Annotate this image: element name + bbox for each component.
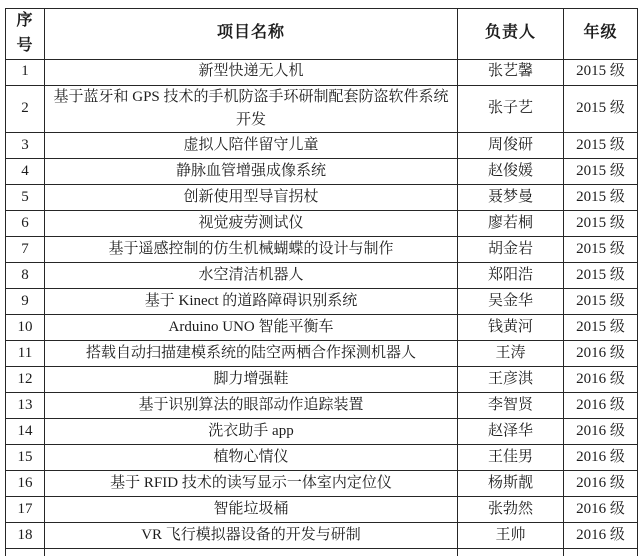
cell-project: VR 飞行模拟器设备的开发与研制 bbox=[45, 523, 458, 549]
table-row bbox=[6, 185, 638, 211]
col-header-project: 项目名称 bbox=[45, 9, 458, 60]
cell-grade: 2016 级 bbox=[564, 419, 638, 445]
table-row bbox=[6, 211, 638, 237]
cell-project: 虚拟人陪伴留守儿童 bbox=[45, 133, 458, 159]
cell-grade: 2016 级 bbox=[564, 393, 638, 419]
cell-project: 植物心情仪 bbox=[45, 445, 458, 471]
cell-index: 11 bbox=[6, 341, 45, 367]
cell-project: 搭载自动扫描建模系统的陆空两栖合作探测机器人 bbox=[45, 341, 458, 367]
cell-leader: 张勃然 bbox=[458, 497, 564, 523]
table-row bbox=[6, 159, 638, 185]
table-row bbox=[6, 523, 638, 549]
cell-index: 12 bbox=[6, 367, 45, 393]
partial-cell bbox=[458, 549, 564, 556]
cell-leader: 聂梦曼 bbox=[458, 185, 564, 211]
cell-leader: 廖若桐 bbox=[458, 211, 564, 237]
table-row bbox=[6, 393, 638, 419]
cell-leader: 杨斯靓 bbox=[458, 471, 564, 497]
cell-grade: 2015 级 bbox=[564, 237, 638, 263]
cell-index: 8 bbox=[6, 263, 45, 289]
clipped-next-row-container bbox=[6, 549, 638, 556]
cell-leader: 张艺馨 bbox=[458, 59, 564, 85]
header-row bbox=[6, 9, 638, 60]
cell-grade: 2015 级 bbox=[564, 59, 638, 85]
cell-grade: 2016 级 bbox=[564, 341, 638, 367]
cell-project: 基于识别算法的眼部动作追踪装置 bbox=[45, 393, 458, 419]
cell-grade: 2015 级 bbox=[564, 289, 638, 315]
table-row bbox=[6, 85, 638, 133]
cell-grade: 2015 级 bbox=[564, 211, 638, 237]
cell-index: 15 bbox=[6, 445, 45, 471]
cell-project: 智能垃圾桶 bbox=[45, 497, 458, 523]
cell-project: 基于遥感控制的仿生机械蝴蝶的设计与制作 bbox=[45, 237, 458, 263]
table-row bbox=[6, 59, 638, 85]
cell-leader: 李智贤 bbox=[458, 393, 564, 419]
table-row bbox=[6, 341, 638, 367]
table-row bbox=[6, 289, 638, 315]
projects-table bbox=[5, 8, 638, 556]
cell-leader: 张子艺 bbox=[458, 85, 564, 133]
cell-grade: 2015 级 bbox=[564, 85, 638, 133]
cell-leader: 王彦淇 bbox=[458, 367, 564, 393]
cell-index: 4 bbox=[6, 159, 45, 185]
cell-leader: 王帅 bbox=[458, 523, 564, 549]
cell-leader: 赵俊媛 bbox=[458, 159, 564, 185]
col-header-index: 序号 bbox=[6, 9, 45, 60]
table-row bbox=[6, 133, 638, 159]
cell-grade: 2016 级 bbox=[564, 367, 638, 393]
cell-grade: 2015 级 bbox=[564, 315, 638, 341]
cell-leader: 胡金岩 bbox=[458, 237, 564, 263]
table-row bbox=[6, 419, 638, 445]
cell-project: Arduino UNO 智能平衡车 bbox=[45, 315, 458, 341]
cell-project: 水空清洁机器人 bbox=[45, 263, 458, 289]
cell-project: 基于 RFID 技术的读写显示一体室内定位仪 bbox=[45, 471, 458, 497]
cell-leader: 吴金华 bbox=[458, 289, 564, 315]
cell-index: 17 bbox=[6, 497, 45, 523]
partial-cell bbox=[6, 549, 45, 556]
cell-index: 6 bbox=[6, 211, 45, 237]
cell-index: 16 bbox=[6, 471, 45, 497]
partial-cell bbox=[564, 549, 638, 556]
cell-leader: 王涛 bbox=[458, 341, 564, 367]
cell-grade: 2015 级 bbox=[564, 133, 638, 159]
cell-project: 视觉疲劳测试仪 bbox=[45, 211, 458, 237]
table-row bbox=[6, 471, 638, 497]
cell-grade: 2015 级 bbox=[564, 263, 638, 289]
cell-index: 13 bbox=[6, 393, 45, 419]
table-row bbox=[6, 315, 638, 341]
cell-index: 9 bbox=[6, 289, 45, 315]
cell-index: 10 bbox=[6, 315, 45, 341]
cell-grade: 2016 级 bbox=[564, 497, 638, 523]
cell-leader: 钱黄河 bbox=[458, 315, 564, 341]
table-row bbox=[6, 497, 638, 523]
partial-cell bbox=[45, 549, 458, 556]
table-row bbox=[6, 445, 638, 471]
cell-project: 静脉血管增强成像系统 bbox=[45, 159, 458, 185]
cell-grade: 2016 级 bbox=[564, 445, 638, 471]
cell-leader: 王佳男 bbox=[458, 445, 564, 471]
cell-project: 脚力增强鞋 bbox=[45, 367, 458, 393]
cell-index: 14 bbox=[6, 419, 45, 445]
cell-index: 3 bbox=[6, 133, 45, 159]
col-header-grade: 年级 bbox=[564, 9, 638, 60]
cell-project: 创新使用型导盲拐杖 bbox=[45, 185, 458, 211]
cell-project: 基于 Kinect 的道路障碍识别系统 bbox=[45, 289, 458, 315]
cell-index: 2 bbox=[6, 85, 45, 133]
cell-index: 18 bbox=[6, 523, 45, 549]
cell-leader: 赵泽华 bbox=[458, 419, 564, 445]
col-header-leader: 负责人 bbox=[458, 9, 564, 60]
cell-grade: 2016 级 bbox=[564, 523, 638, 549]
cell-project: 洗衣助手 app bbox=[45, 419, 458, 445]
table-row bbox=[6, 263, 638, 289]
cell-leader: 郑阳浩 bbox=[458, 263, 564, 289]
cell-index: 7 bbox=[6, 237, 45, 263]
partial-row bbox=[6, 549, 638, 556]
cell-grade: 2015 级 bbox=[564, 185, 638, 211]
table-row bbox=[6, 367, 638, 393]
cell-index: 1 bbox=[6, 59, 45, 85]
cell-project: 基于蓝牙和 GPS 技术的手机防盗手环研制配套防盗软件系统开发 bbox=[45, 85, 458, 133]
table-row bbox=[6, 237, 638, 263]
cell-project: 新型快递无人机 bbox=[45, 59, 458, 85]
cell-index: 5 bbox=[6, 185, 45, 211]
cell-grade: 2016 级 bbox=[564, 471, 638, 497]
cell-grade: 2015 级 bbox=[564, 159, 638, 185]
cell-leader: 周俊研 bbox=[458, 133, 564, 159]
